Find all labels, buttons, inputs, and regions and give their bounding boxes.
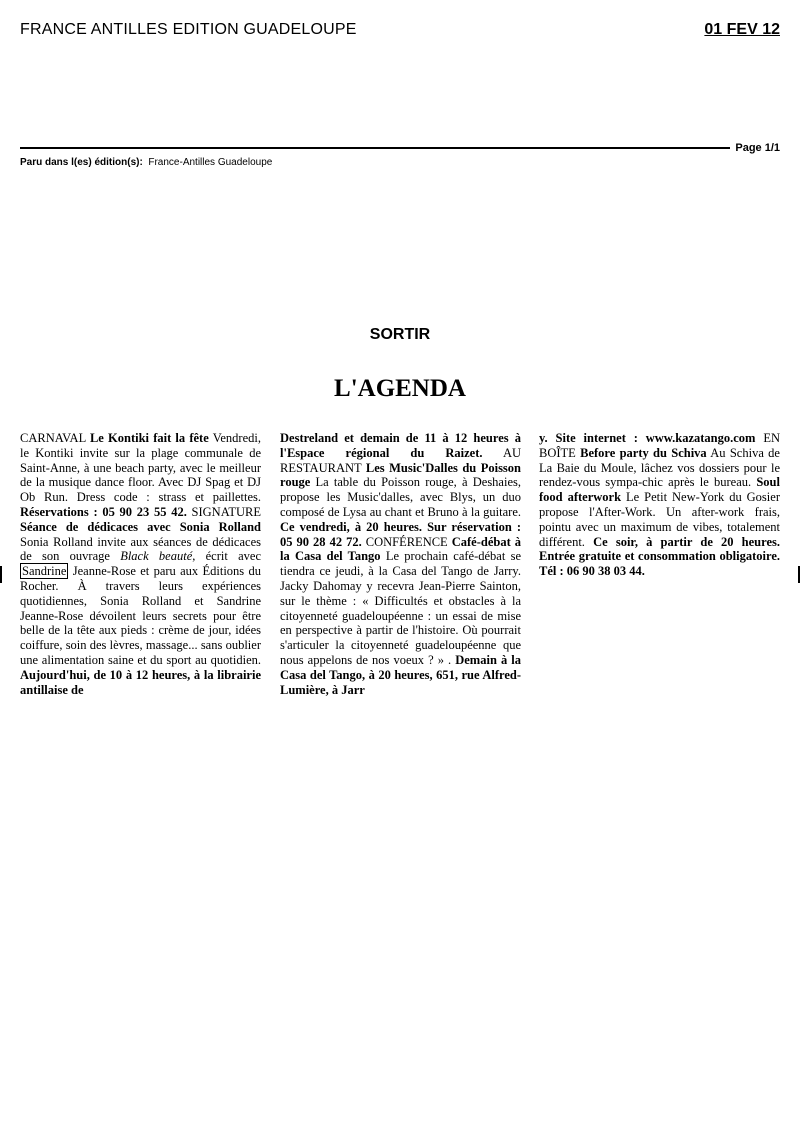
bold-text: Aujourd'hui, de 10 à 12 heures, à la librairie antillaise de	[20, 667, 261, 697]
left-margin-mark	[0, 566, 2, 583]
bold-text: Les Music'Dalles du Poisson rouge	[280, 460, 521, 490]
text: Le prochain café-débat se tiendra ce jeudi, à la Casa del Tango de Jarry. Jacky Dahomay y recevra Jean-Pierre Sainton, sur le thème : « Difficultés et obstacles à la citoyenneté guadeloupéenne : un essai de mise en perspective à partir de l'histoire. Où pourrait s'articuler la citoyenneté guadeloupéenne que nous appelons de nos voeux ? » .	[280, 549, 521, 667]
bold-text: Ce vendredi, à 20 heures. Sur réservation : 05 90 28 42 72.	[280, 519, 521, 549]
bold-text: Réservations : 05 90 23 55 42.	[20, 504, 187, 519]
issue-date: 01 FEV 12	[704, 21, 780, 38]
bold-text: Le Kontiki fait la fête	[89, 431, 209, 445]
bold-text: Demain à la Casa del Tango, à 20 heures, 651, rue Alfred-Lumière, à Jarr	[280, 652, 522, 697]
bold-text: Ce soir, à partir de 20 heures. Entrée gratuite et consommation obligatoire. Tél : 06 90 38 03 44.	[539, 534, 780, 579]
text: Sonia Rolland invite aux séances de dédicaces de son ouvrage	[20, 534, 261, 564]
text: AU RESTAURANT	[280, 445, 521, 475]
text: Jeanne-Rose et paru aux Éditions du Rocher. À travers leurs expériences quotidiennes, Sonia Rolland et Sandrine Jeanne-Rose dévoilent leurs secrets pour être belle de la tête aux pieds : crème de jour, idées coiffure, soin des lèvres, massage... sans oublier une alimentation saine et du sport au quotidien.	[20, 564, 261, 667]
text: Le Petit New-York du Gosier propose l'After-Work. Un after-work frais, pointu avec un maximum de vibes, totalement différent.	[539, 490, 780, 549]
bold-text: Destreland et demain de 11 à 12 heures à l'Espace régional du Raizet.	[280, 431, 521, 460]
text: CONFÉRENCE	[361, 534, 452, 549]
text: EN BOÎTE	[539, 431, 781, 460]
book-title: Black beauté	[120, 549, 193, 564]
publication-name: FRANCE ANTILLES EDITION GUADELOUPE	[20, 21, 357, 38]
highlighted-word: Sandrine	[22, 564, 67, 579]
text: Au Schiva de La Baie du Moule, lâchez vos dossiers pour le rendez-vous sympa-chic après le bureau.	[539, 445, 780, 490]
text: SIGNATURE	[186, 504, 261, 519]
edition-label: Paru dans l(es) édition(s):	[20, 157, 143, 168]
bold-text: y. Site internet : www.kazatango.com	[539, 431, 756, 445]
section-heading: SORTIR	[369, 326, 431, 343]
page-number: Page 1/1	[735, 142, 780, 154]
text: CARNAVAL	[20, 431, 90, 445]
bold-text: Café-débat à la Casa del Tango	[280, 534, 522, 564]
edition-line	[20, 157, 272, 168]
header-rule	[20, 147, 730, 149]
article-title: L'AGENDA	[334, 375, 466, 402]
text: La table du Poisson rouge, à Deshaies, propose les Music'dalles, avec Blys, un duo composé de Lysa au chant et Bruno à la guitare.	[280, 475, 521, 519]
article-column-1	[20, 431, 261, 697]
bold-text: Séance de dédicaces avec Sonia Rolland	[20, 519, 261, 534]
article-column-2	[280, 431, 521, 697]
article-column-3	[539, 431, 780, 579]
bold-text: Before party du Schiva	[580, 445, 707, 460]
edition-value: France-Antilles Guadeloupe	[148, 157, 273, 168]
bold-text: Soul food afterwork	[539, 475, 780, 505]
text: , écrit avec	[192, 549, 261, 564]
text: Vendredi, le Kontiki invite sur la plage communale de Saint-Anne, à une beach party, avec le meilleur de la musique dance floor. Avec DJ Spag et DJ Ob Run. Dress code : strass et paillettes.	[20, 431, 261, 505]
